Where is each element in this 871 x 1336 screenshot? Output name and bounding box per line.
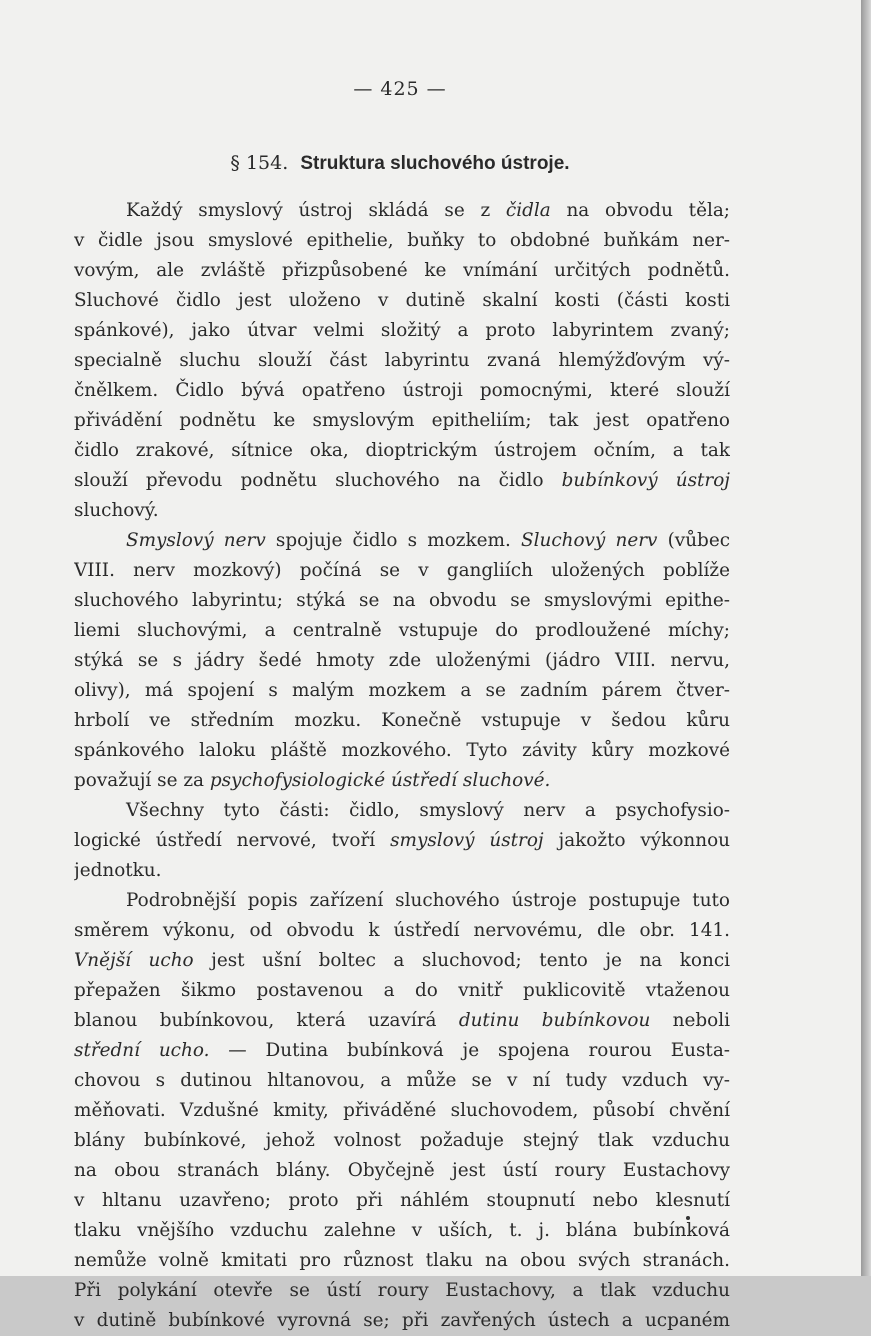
text-run: Sluchové čidlo jest uloženo v dutině skalní kosti (části kosti <box>74 290 730 311</box>
text-line <box>74 1126 730 1156</box>
page-number: — 425 — <box>353 78 447 100</box>
italic-term: bubínkový ústroj <box>561 470 730 491</box>
text-line <box>74 646 730 676</box>
text-line <box>74 1276 730 1306</box>
text-line <box>74 586 730 616</box>
text-run: čidlo zrakové, sítnice oka, dioptrickým ústrojem očním, a tak <box>74 440 730 461</box>
italic-term: psychofysiologické ústředí sluchové. <box>209 770 551 791</box>
text-line <box>74 346 730 376</box>
text-line <box>74 886 730 916</box>
text-line <box>74 916 730 946</box>
italic-term: Smyslový nerv <box>126 530 266 551</box>
text-line <box>74 1246 730 1276</box>
text-line <box>74 256 730 286</box>
text-line <box>74 1186 730 1216</box>
text-run: jednotku. <box>74 860 162 881</box>
italic-term: smyslový ústroj <box>390 830 544 851</box>
text-run: stýká se s jádry šedé hmoty zde uloženými (jádro VIII. nervu, <box>74 650 730 671</box>
text-line <box>74 1306 730 1336</box>
text-run: čnělkem. Čidlo bývá opatřeno ústroji pomocnými, které slouží <box>74 380 730 401</box>
italic-term: střední ucho. <box>74 1040 210 1061</box>
text-run: v čidle jsou smyslové epithelie, buňky to obdobné buňkám ner- <box>74 230 730 251</box>
text-run: — Dutina bubínková je spojena rourou Eusta- <box>209 1040 730 1061</box>
text-run: spánkové), jako útvar velmi složitý a proto labyrintem zvaný; <box>74 320 730 341</box>
text-run: Všechny tyto části: čidlo, smyslový nerv a psychofysio- <box>126 800 730 821</box>
text-run: Každý smyslový ústroj skládá se z <box>126 200 506 221</box>
text-run: v hltanu uzavřeno; proto při náhlém stoupnutí nebo klesnutí <box>74 1190 730 1211</box>
section-number: § 154. <box>230 152 289 174</box>
text-line <box>74 406 730 436</box>
text-line <box>74 676 730 706</box>
text-run: olivy), má spojení s malým mozkem a se zadním párem čtver- <box>74 680 730 701</box>
text-run: spojuje čidlo s mozkem. <box>265 530 521 551</box>
text-run: na obou stranách blány. Obyčejně jest ústí roury Eustachovy <box>74 1160 730 1181</box>
text-run: neboli <box>650 1010 730 1031</box>
page-edge <box>861 0 871 1276</box>
text-run: specialně sluchu slouží část labyrintu zvaná hlemýžďovým vý- <box>74 350 730 371</box>
text-run: vovým, ale zvláště přizpůsobené ke vnímání určitých podnětů. <box>74 260 730 281</box>
text-line <box>74 1156 730 1186</box>
text-line <box>74 436 730 466</box>
text-line <box>74 556 730 586</box>
italic-term: Sluchový nerv <box>521 530 658 551</box>
text-line <box>74 946 730 976</box>
text-run: považují se za <box>74 770 210 791</box>
text-line <box>74 766 730 796</box>
text-run: VIII. nerv mozkový) počíná se v gangliích uložených poblíže <box>74 560 730 581</box>
text-run: slouží převodu podnětu sluchového na čidlo <box>74 470 562 491</box>
text-run: (vůbec <box>657 530 730 551</box>
text-line <box>74 706 730 736</box>
text-run: směrem výkonu, od obvodu k ústředí nervovému, dle obr. 141. <box>74 920 730 941</box>
text-line <box>74 1036 730 1066</box>
text-run: tlaku vnějšího vzduchu zalehne v uších, t. j. blána bubínková <box>74 1220 730 1241</box>
text-line <box>74 826 730 856</box>
text-run: liemi sluchovými, a centralně vstupuje do prodloužené míchy; <box>74 620 730 641</box>
text-line <box>74 286 730 316</box>
text-run: chovou s dutinou hltanovou, a může se v ní tudy vzduch vy- <box>74 1070 730 1091</box>
text-run: Při polykání otevře se ústí roury Eustachovy, a tlak vzduchu <box>74 1280 730 1301</box>
italic-term: dutinu bubínkovou <box>458 1010 651 1031</box>
text-line <box>74 316 730 346</box>
text-line <box>74 526 730 556</box>
text-run: hrbolí ve středním mozku. Konečně vstupuje v šedou kůru <box>74 710 730 731</box>
text-line <box>74 466 730 496</box>
text-run: jest ušní boltec a sluchovod; tento je na konci <box>193 950 730 971</box>
text-line <box>74 856 730 886</box>
text-line <box>74 1066 730 1096</box>
text-line <box>74 226 730 256</box>
text-line <box>74 1006 730 1036</box>
text-line <box>74 616 730 646</box>
text-run: blány bubínkové, jehož volnost požaduje stejný tlak vzduchu <box>74 1130 730 1151</box>
text-line <box>74 796 730 826</box>
text-line <box>74 1096 730 1126</box>
section-heading <box>0 152 800 175</box>
section-title: Struktura sluchového ústroje. <box>300 153 570 174</box>
text-run: Podrobnější popis zařízení sluchového ústroje postupuje tuto <box>126 890 730 911</box>
text-line <box>74 1216 730 1246</box>
print-speck <box>686 1216 690 1220</box>
text-run: nemůže volně kmitati pro různost tlaku na obou svých stranách. <box>74 1250 730 1271</box>
text-run: přepažen šikmo postavenou a do vnitř puklicovitě vtaženou <box>74 980 730 1001</box>
text-run: sluchového labyrintu; stýká se na obvodu se smyslovými epithe- <box>74 590 730 611</box>
text-run: sluchový. <box>74 500 159 521</box>
italic-term: Vnější ucho <box>74 950 194 971</box>
italic-term: čidla <box>505 200 551 221</box>
text-line <box>74 496 730 526</box>
text-run: logické ústředí nervové, tvoří <box>74 830 391 851</box>
text-run: spánkového laloku pláště mozkového. Tyto závity kůry mozkové <box>74 740 730 761</box>
text-run: blanou bubínkovou, která uzavírá <box>74 1010 459 1031</box>
text-run: jakožto výkonnou <box>543 830 730 851</box>
text-line <box>74 196 730 226</box>
text-line <box>74 976 730 1006</box>
text-run: v dutině bubínkové vyrovná se; při zavřených ústech a ucpaném <box>74 1310 730 1331</box>
text-line <box>74 376 730 406</box>
text-run: přivádění podnětu ke smyslovým epitheliím; tak jest opatřeno <box>74 410 730 431</box>
text-run: měňovati. Vzdušné kmity, přiváděné sluchovodem, působí chvění <box>74 1100 730 1121</box>
text-run: na obvodu těla; <box>550 200 730 221</box>
body-text <box>74 196 730 1336</box>
text-line <box>74 736 730 766</box>
